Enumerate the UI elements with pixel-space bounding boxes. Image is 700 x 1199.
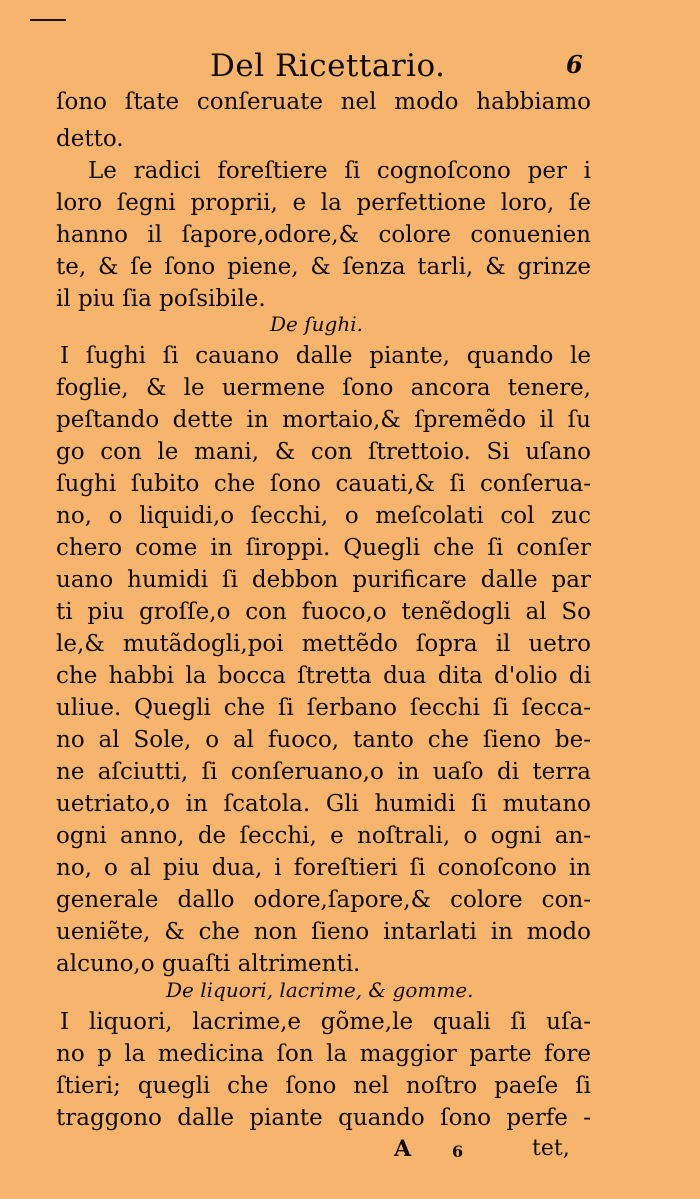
text-line: generale dallo odore,ſapore,& colore con- (56, 887, 591, 913)
text-line: no, o liquidi,o ſecchi, o meſcolati col zuc (56, 503, 591, 529)
section-heading: De ſughi. (270, 312, 363, 336)
text-line: no al Sole, o al fuoco, tanto che ſieno be- (56, 727, 591, 753)
text-line: le,& mutãdogli,poi mettẽdo ſopra il uetro (56, 631, 591, 657)
top-rule (30, 19, 66, 21)
text-line: Le radici foreſtiere ſi cognoſcono per i (88, 158, 591, 184)
text-line: ne aſciutti, ſi conſeruano,o in uaſo di terra (56, 759, 591, 785)
text-line: ti piu groſſe,o con fuoco,o tenẽdogli al So (56, 599, 591, 625)
running-head: Del Ricettario. (210, 48, 446, 84)
text-line: alcuno,o guaſti altrimenti. (56, 951, 361, 977)
catchword: tet, (532, 1136, 570, 1161)
text-line: uano humidi ſi debbon purificare dalle par (56, 567, 591, 593)
text-line: hanno il ſapore,odore,& colore conuenien (56, 222, 591, 248)
text-line: I liquori, lacrime,e gõme,le quali ſi uſa- (60, 1009, 591, 1035)
text-line: ueniẽte, & che non ſieno intarlati in modo (56, 919, 591, 945)
text-line: loro ſegni proprii, e la perfettione loro, ſe (56, 190, 591, 216)
signature-number: 6 (452, 1142, 464, 1161)
text-line: che habbi la bocca ſtretta dua dita d'olio di (56, 663, 591, 689)
text-line: uetriato,o in ſcatola. Gli humidi ſi mutano (56, 791, 591, 817)
text-line: chero come in ſiroppi. Quegli che ſi conſer (56, 535, 591, 561)
text-line: I ſughi ſi cauano dalle piante, quando le (60, 343, 591, 369)
text-line: ogni anno, de ſecchi, e noſtrali, o ogni an- (56, 823, 591, 849)
text-line: go con le mani, & con ſtrettoio. Si uſano (56, 439, 591, 465)
text-line: ſtieri; quegli che ſono nel noſtro paeſe ſi (56, 1073, 591, 1099)
text-line: foglie, & le uermene ſono ancora tenere, (56, 375, 591, 401)
text-line: peſtando dette in mortaio,& ſpremẽdo il ſu (56, 407, 591, 433)
text-line: ſono ſtate conſeruate nel modo habbiamo (56, 89, 591, 115)
text-line: traggono dalle piante quando ſono perfe - (56, 1105, 591, 1131)
text-line: ſughi ſubito che ſono cauati,& ſi conſerua- (56, 471, 591, 497)
text-line: il piu ſia poſsibile. (56, 286, 266, 312)
text-line: detto. (56, 126, 124, 152)
text-line: uliue. Quegli che ſi ſerbano ſecchi ſi ſecca- (56, 695, 591, 721)
folio-number: 6 (566, 50, 583, 79)
text-line: te, & ſe ſono piene, & ſenza tarli, & grinze (56, 254, 591, 280)
text-line: no p la medicina ſon la maggior parte fore (56, 1041, 591, 1067)
signature-mark: A (394, 1136, 412, 1162)
text-line: no, o al piu dua, i foreſtieri ſi conoſcono in (56, 855, 591, 881)
section-heading: De liquori, lacrime, & gomme. (166, 978, 474, 1002)
